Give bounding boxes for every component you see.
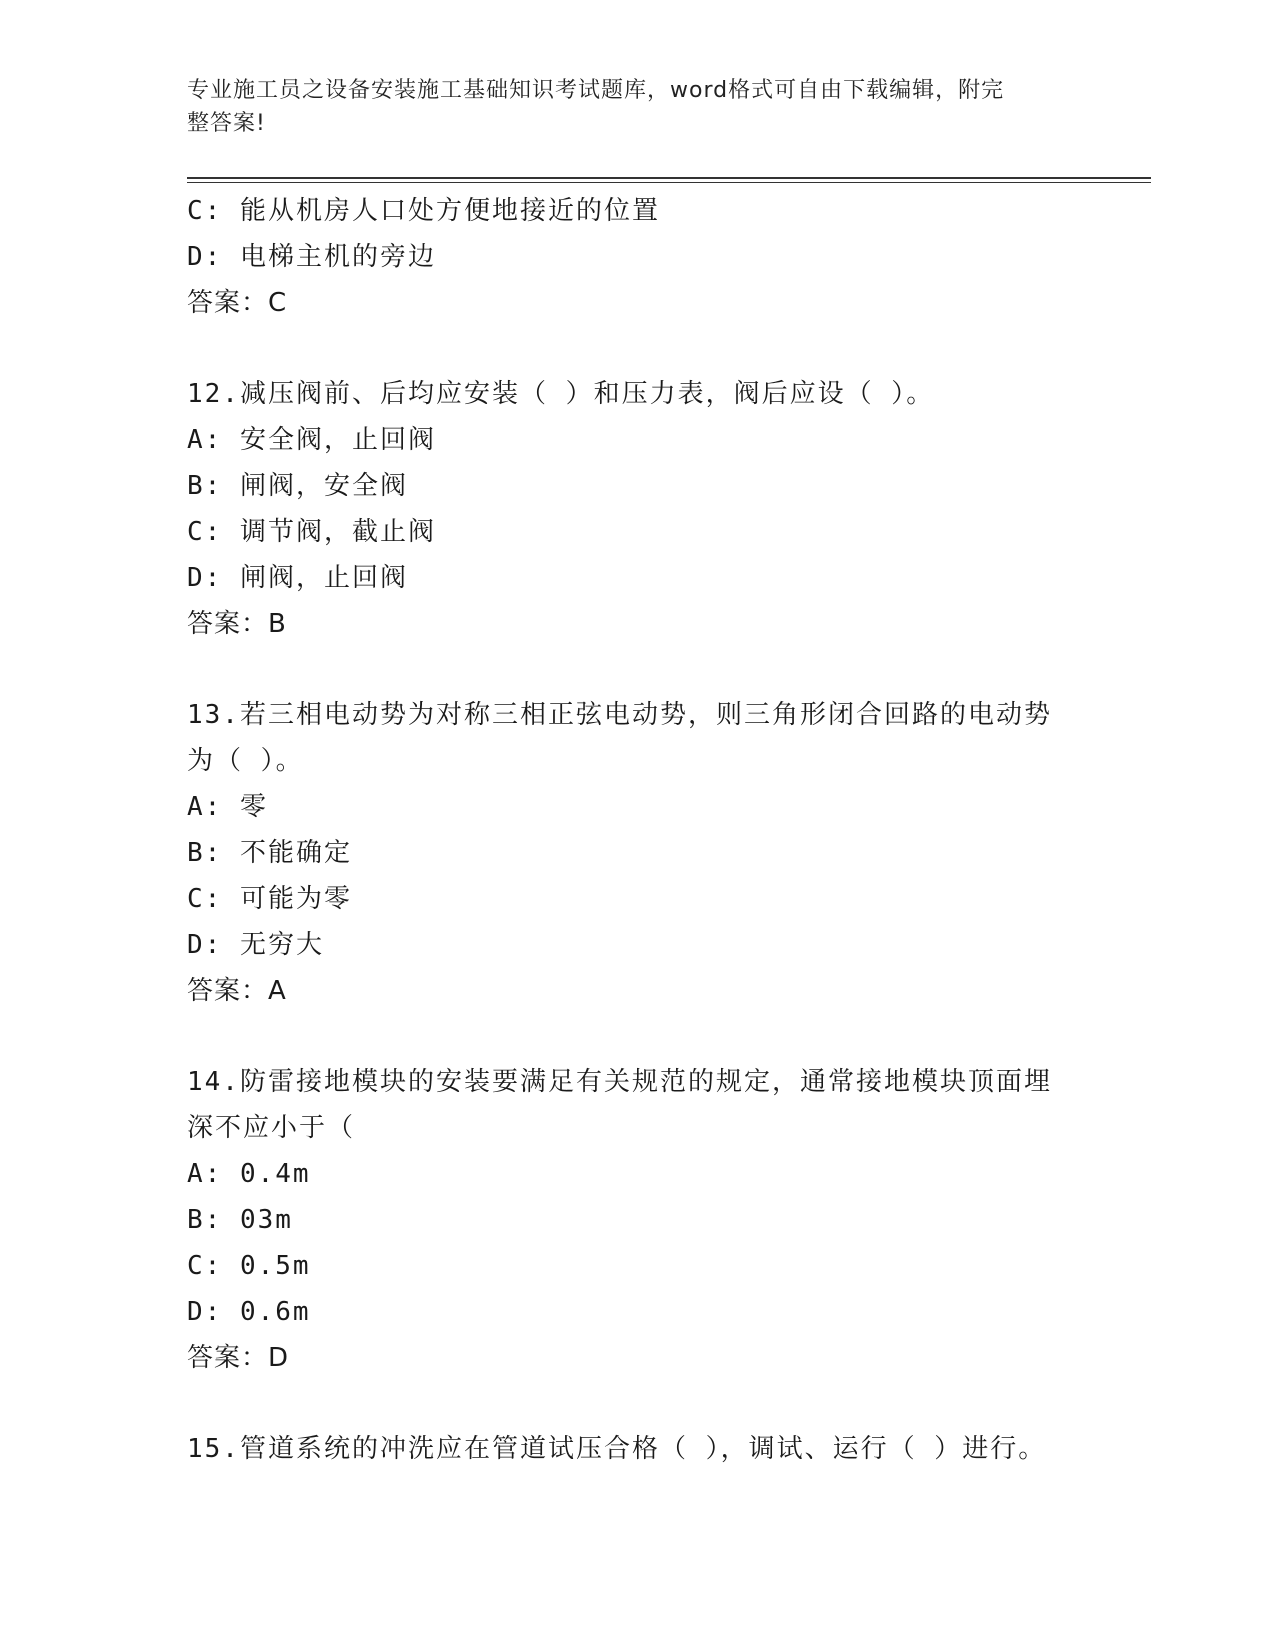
option-d: D: 闸阀，止回阀 [187,563,408,593]
header-divider-thick [187,177,1151,179]
question-list [187,188,1087,1472]
option-d: D: 无穷大 [187,930,324,960]
option-d: D: 0.6m [187,1297,311,1327]
question-11-tail [187,188,1087,326]
answer: 答案：A [187,976,287,1006]
answer: 答案：D [187,1343,290,1373]
document-header [187,74,1067,140]
spacer [187,326,1087,371]
question-14 [187,1059,1087,1381]
header-line-1: 专业施工员之设备安装施工基础知识考试题库，word格式可自由下载编辑，附完 [187,78,1005,103]
question-stem-line-1: 14.防雷接地模块的安装要满足有关规范的规定，通常接地模块顶面埋 [187,1067,1052,1097]
option-a: A: 0.4m [187,1159,311,1189]
question-13 [187,692,1087,1014]
option-c: C: 0.5m [187,1251,311,1281]
option-c: C: 调节阀，截止阀 [187,517,436,547]
option-d: D: 电梯主机的旁边 [187,242,436,272]
option-a: A: 零 [187,792,268,822]
question-12 [187,371,1087,647]
question-stem-line-2: 深不应小于（ [187,1113,356,1143]
spacer [187,647,1087,692]
option-c: C: 能从机房人口处方便地接近的位置 [187,196,660,226]
question-15 [187,1426,1087,1472]
option-a: A: 安全阀，止回阀 [187,425,436,455]
option-c: C: 可能为零 [187,884,352,914]
option-b: B: 闸阀，安全阀 [187,471,408,501]
header-line-2: 整答案! [187,111,266,136]
question-stem: 12.减压阀前、后均应安装（ ）和压力表，阀后应设（ ）。 [187,379,935,409]
question-stem: 15.管道系统的冲洗应在管道试压合格（ ），调试、运行（ ）进行。 [187,1434,1047,1464]
question-stem-line-2: 为（ ）。 [187,746,304,776]
spacer [187,1381,1087,1426]
answer: 答案：B [187,609,287,639]
option-b: B: 不能确定 [187,838,352,868]
question-stem-line-1: 13.若三相电动势为对称三相正弦电动势，则三角形闭合回路的电动势 [187,700,1052,730]
header-divider-thin [187,182,1151,183]
answer: 答案：C [187,288,288,318]
spacer [187,1014,1087,1059]
option-b: B: 03m [187,1205,293,1235]
